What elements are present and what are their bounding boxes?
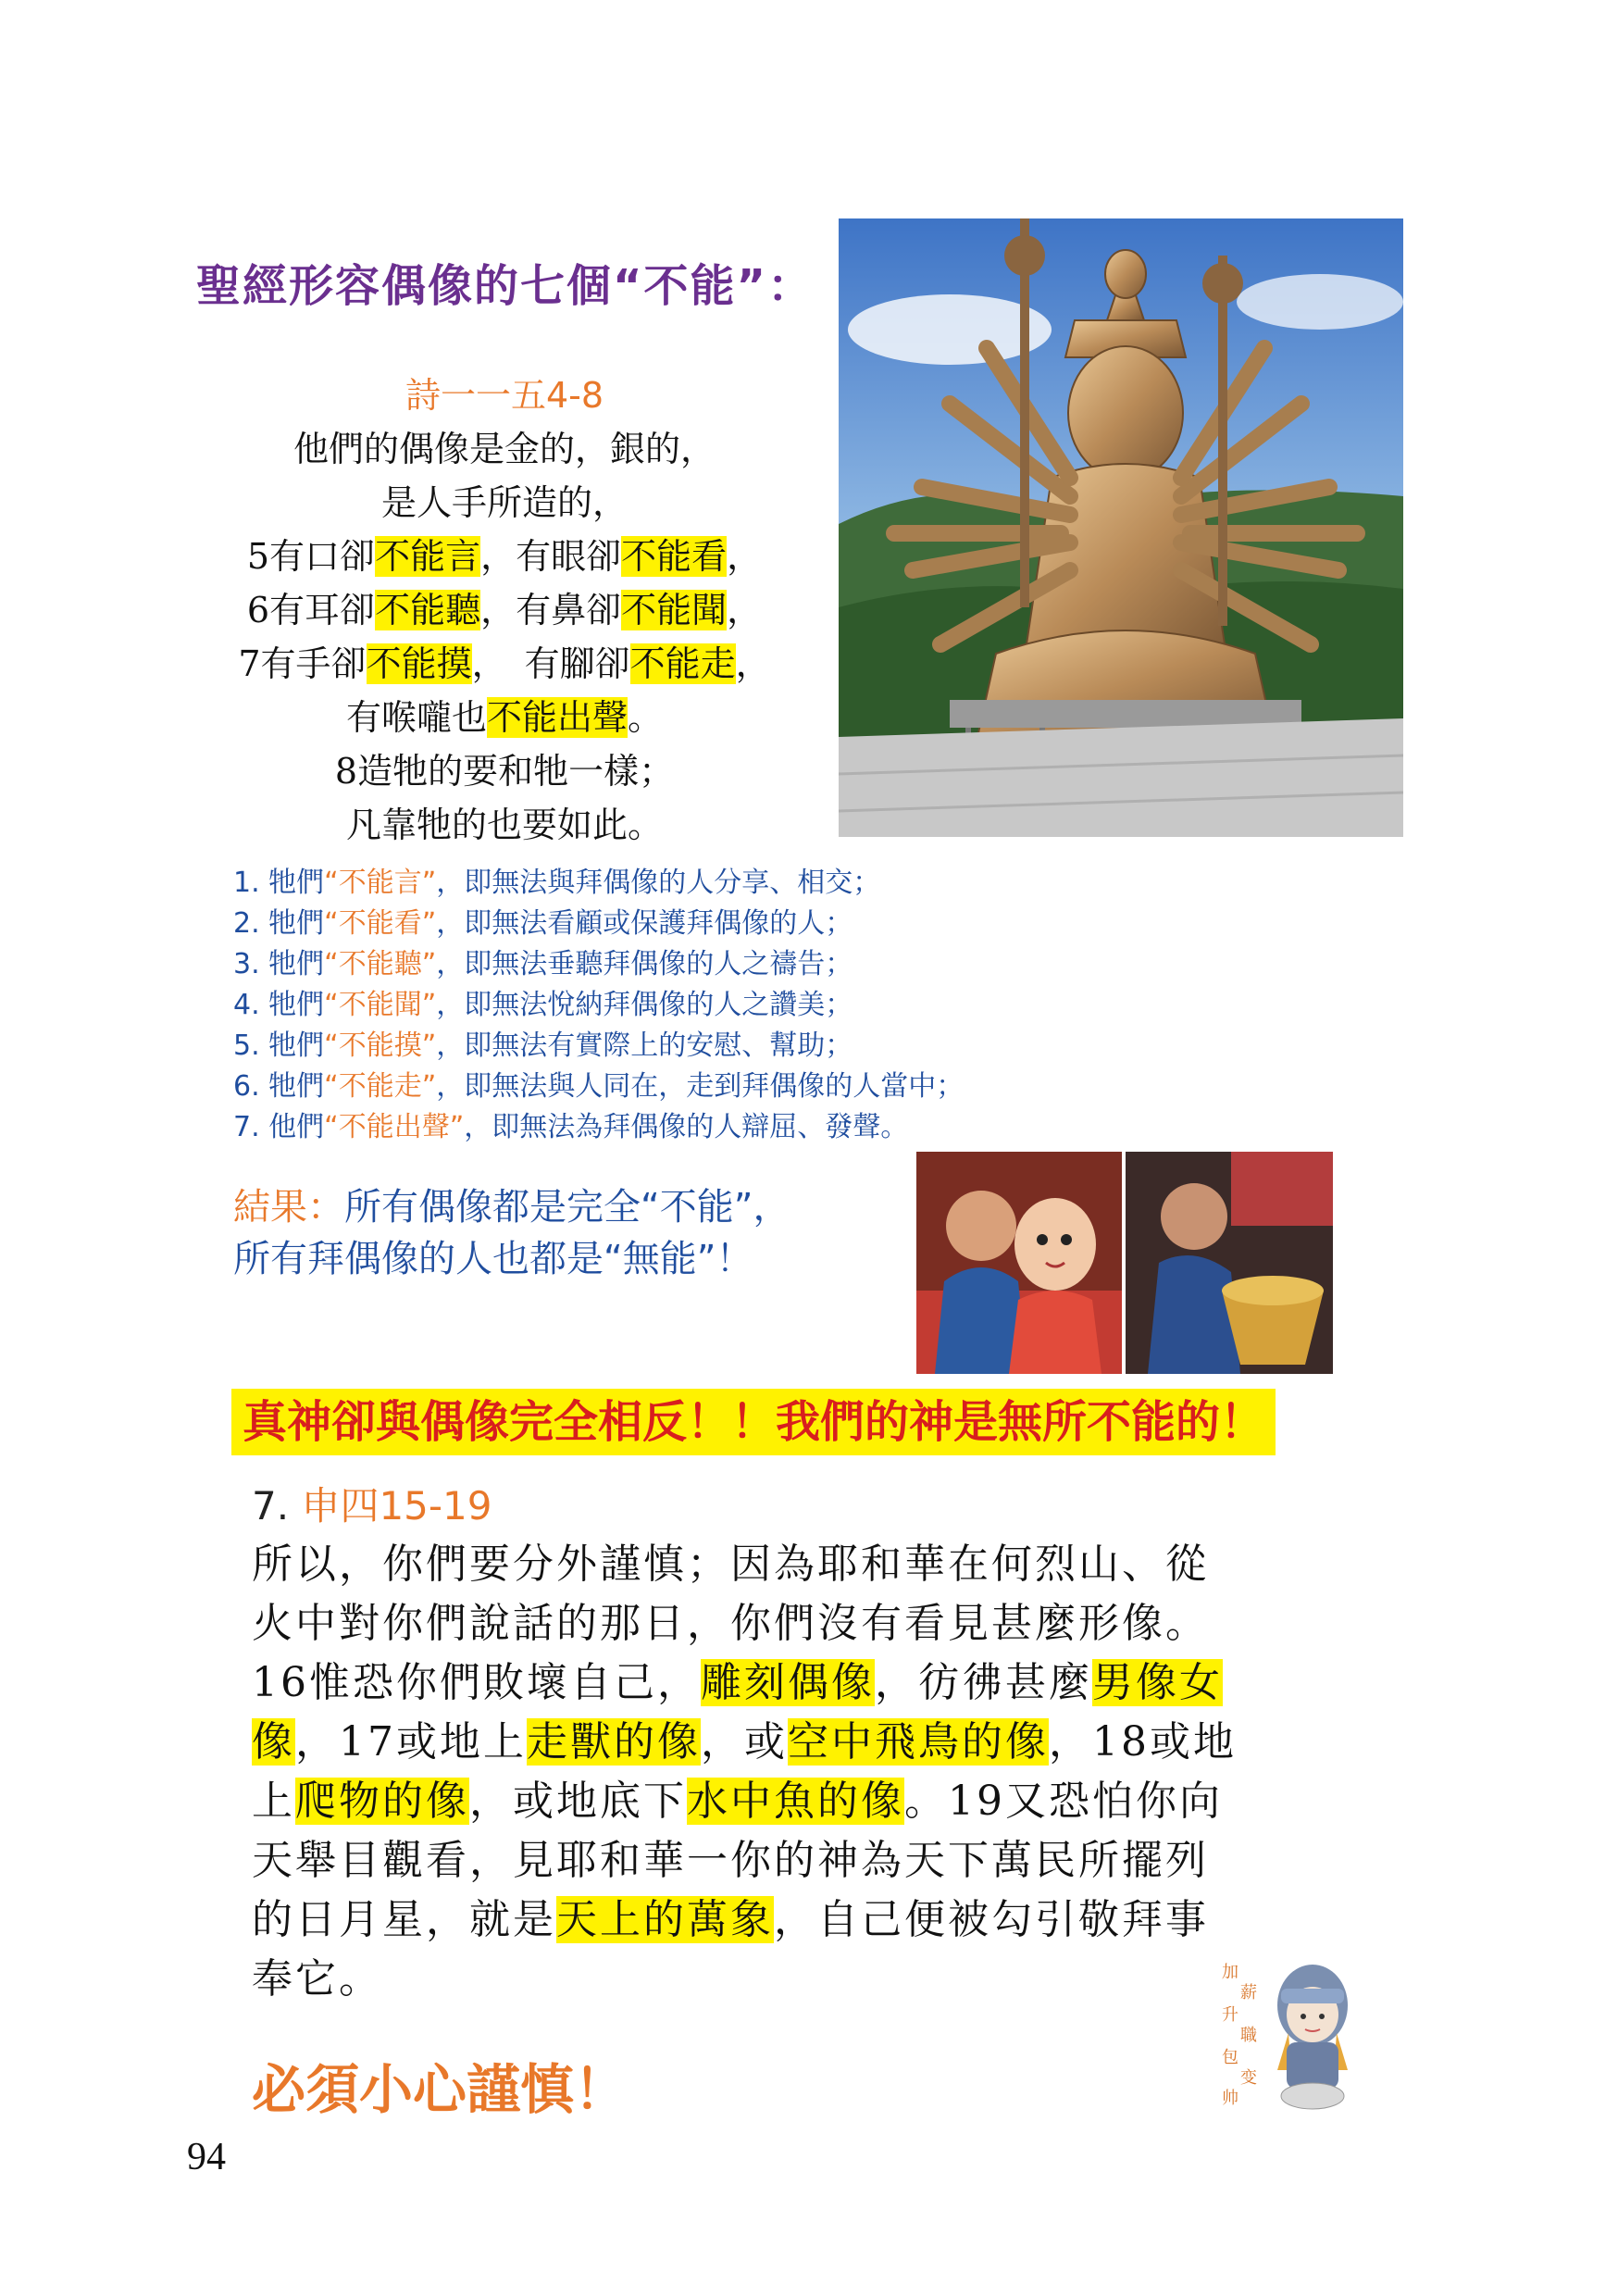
highlighted-phrase: 男像女 <box>1092 1659 1223 1706</box>
verse-text: ，或 <box>701 1718 788 1766</box>
psalm-passage <box>167 368 842 852</box>
highlighted-phrase: 不能聞 <box>621 590 728 630</box>
highlighted-phrase: 不能出聲 <box>486 697 628 738</box>
psalm-line-7: 8造牠的要和牠一樣； <box>334 751 675 792</box>
sticker-char: 薪 <box>1240 1983 1257 2003</box>
list-item-explanation: ，即無法有實際上的安慰、幫助； <box>436 1029 853 1062</box>
seven-cannot-list <box>233 863 964 1148</box>
psalm-text: ，有眼卻 <box>480 536 622 577</box>
cartoon-sticker <box>1203 1940 1370 2126</box>
sticker-char: 变 <box>1240 2068 1257 2088</box>
verse-text: 火中對你們說話的那日，你們沒有看見甚麼形像。 <box>252 1600 1209 1647</box>
verse-text: 上 <box>252 1778 295 1825</box>
psalm-text: ， <box>727 536 763 577</box>
list-item-explanation: ，即無法看顧或保護拜偶像的人； <box>436 907 853 940</box>
verse-line <box>252 1772 1288 1831</box>
thousand-arm-statue-photo <box>839 218 1403 837</box>
list-item-subject: 2. 牠們 <box>233 907 325 940</box>
psalm-text: ， <box>727 590 763 630</box>
psalm-line-2: 是人手所造的， <box>380 482 628 523</box>
verse-text: 的日月星，就是 <box>252 1896 556 1943</box>
psalm-text: 6有耳卻 <box>246 590 376 630</box>
list-item-explanation: ，即無法垂聽拜偶像的人之禱告； <box>436 948 853 980</box>
psalm-text: 有喉嚨也 <box>345 697 487 738</box>
highlighted-phrase: 天上的萬象 <box>556 1896 774 1943</box>
sticker-char: 包 <box>1222 2048 1238 2067</box>
highlighted-phrase: 不能聽 <box>375 590 481 630</box>
psalm-text: ， 有腳卻 <box>471 643 630 684</box>
verse-line <box>252 1890 1288 1950</box>
highlighted-phrase: 不能言 <box>375 536 481 577</box>
highlighted-phrase: 水中魚的像 <box>687 1778 904 1825</box>
psalm-text: ， <box>735 643 771 684</box>
psalm-line-4 <box>167 583 842 637</box>
psalm-text: 5有口卻 <box>246 536 376 577</box>
list-item-subject: 5. 牠們 <box>233 1029 325 1062</box>
verse-text: ，17或地上 <box>295 1718 527 1766</box>
highlighted-phrase: 不能走 <box>629 643 736 684</box>
result-statement <box>233 1181 790 1285</box>
highlighted-phrase: 走獸的像 <box>527 1718 701 1766</box>
list-item-explanation: ，即無法與拜偶像的人分享、相交； <box>436 867 881 899</box>
verse-number: 7. <box>252 1483 290 1529</box>
sticker-char: 帅 <box>1222 2089 1238 2108</box>
psalm-line-3 <box>167 530 842 583</box>
highlighted-phrase: 不能摸 <box>366 643 472 684</box>
true-god-banner: 真神卻與偶像完全相反！！我們的神是無所不能的！ <box>231 1389 1276 1455</box>
page-number: 94 <box>187 2136 226 2178</box>
cannot-list-item <box>233 1107 964 1148</box>
verse-text: 奉它。 <box>252 1955 382 2003</box>
psalm-reference: 詩一一五4-8 <box>404 375 604 416</box>
list-item-cannot: “不能摸” <box>324 1029 437 1062</box>
list-item-cannot: “不能走” <box>324 1070 437 1103</box>
psalm-line-1: 他們的偶像是金的，銀的， <box>292 429 716 469</box>
verse-text: 。19又恐怕你向 <box>904 1778 1223 1825</box>
idol-worship-photos <box>916 1152 1333 1374</box>
highlighted-phrase: 雕刻偶像 <box>701 1659 875 1706</box>
verse-line <box>252 1831 1288 1890</box>
list-item-subject: 3. 牠們 <box>233 948 325 980</box>
verse-line <box>252 1535 1288 1594</box>
verse-text: 16惟恐你們敗壞自己， <box>252 1659 701 1706</box>
list-item-explanation: ，即無法為拜偶像的人辯屈、發聲。 <box>464 1111 909 1143</box>
list-item-cannot: “不能聽” <box>324 948 437 980</box>
cannot-list-item <box>233 1026 964 1067</box>
cannot-list-item <box>233 1067 964 1107</box>
sticker-char: 加 <box>1222 1963 1238 1982</box>
list-item-subject: 7. 他們 <box>233 1111 325 1143</box>
sticker-char: 升 <box>1222 2005 1238 2025</box>
highlighted-phrase: 像 <box>252 1718 295 1766</box>
verse-line <box>252 1594 1288 1653</box>
result-line-2: 所有拜偶像的人也都是“無能”！ <box>233 1238 753 1280</box>
list-item-cannot: “不能聞” <box>324 989 437 1021</box>
psalm-text: 7有手卻 <box>238 643 367 684</box>
cannot-list-item <box>233 863 964 904</box>
list-item-cannot: “不能言” <box>324 867 437 899</box>
list-item-explanation: ，即無法悅納拜偶像的人之讚美； <box>436 989 853 1021</box>
psalm-text: 。 <box>628 697 664 738</box>
caution-heading: 必須小心謹慎！ <box>252 2058 629 2121</box>
result-line-1: 所有偶像都是完全“不能”， <box>344 1186 790 1229</box>
section-heading: 聖經形容偶像的七個“不能”： <box>196 260 815 312</box>
result-label: 結果： <box>233 1186 344 1229</box>
list-item-subject: 6. 牠們 <box>233 1070 325 1103</box>
psalm-line-8: 凡靠牠的也要如此。 <box>345 805 663 845</box>
verse-text: ，或地底下 <box>469 1778 687 1825</box>
cannot-list-item <box>233 904 964 944</box>
highlighted-phrase: 爬物的像 <box>295 1778 469 1825</box>
verse-text: 所以，你們要分外謹慎；因為耶和華在何烈山、從 <box>252 1541 1209 1588</box>
list-item-cannot: “不能出聲” <box>324 1111 465 1143</box>
highlighted-phrase: 空中飛鳥的像 <box>788 1718 1049 1766</box>
verse-text: ，18或地 <box>1049 1718 1237 1766</box>
psalm-line-6 <box>167 691 842 744</box>
verse-text: 天舉目觀看，見耶和華一你的神為天下萬民所擺列 <box>252 1837 1209 1884</box>
list-item-subject: 4. 牠們 <box>233 989 325 1021</box>
highlighted-phrase: 不能看 <box>621 536 728 577</box>
list-item-subject: 1. 牠們 <box>233 867 325 899</box>
deuteronomy-reference <box>252 1476 492 1531</box>
verse-text: ，自己便被勾引敬拜事 <box>774 1896 1209 1943</box>
list-item-cannot: “不能看” <box>324 907 437 940</box>
psalm-text: ，有鼻卻 <box>480 590 622 630</box>
verse-line <box>252 1713 1288 1772</box>
deuteronomy-passage <box>252 1535 1288 2009</box>
sticker-char: 職 <box>1240 2026 1257 2045</box>
psalm-line-5 <box>167 637 842 691</box>
verse-line <box>252 1950 1288 2009</box>
cannot-list-item <box>233 944 964 985</box>
verse-reference: 申四15-19 <box>301 1483 492 1529</box>
cannot-list-item <box>233 985 964 1026</box>
list-item-explanation: ，即無法與人同在，走到拜偶像的人當中； <box>436 1070 965 1103</box>
verse-text: ，彷彿甚麼 <box>875 1659 1092 1706</box>
verse-line <box>252 1653 1288 1713</box>
